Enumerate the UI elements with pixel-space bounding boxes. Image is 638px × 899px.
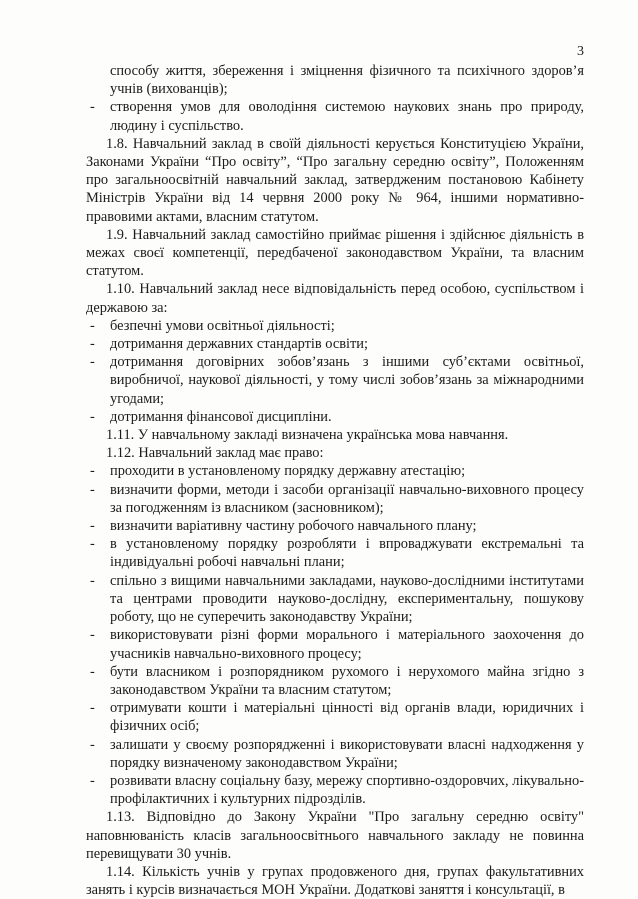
bullet-text: дотримання державних стандартів освіти; xyxy=(110,336,368,353)
bullet-dash: - xyxy=(90,317,95,334)
paragraph: 1.10. Навчальний заклад несе відповідальність перед особою, суспільством і державою за: xyxy=(86,281,584,316)
bullet-item xyxy=(86,572,584,627)
bullet-item xyxy=(86,335,584,353)
bullet-item xyxy=(86,517,584,535)
bullet-text: бути власником і розпорядником рухомого і нерухомого майна згідно з законодавством України та власним статутом; xyxy=(110,663,584,698)
bullet-dash: - xyxy=(90,354,95,371)
bullet-item xyxy=(86,408,584,426)
bullet-dash: - xyxy=(90,663,95,680)
bullet-item xyxy=(86,98,584,134)
bullet-text: дотримання фінансової дисципліни. xyxy=(110,408,332,425)
bullet-item xyxy=(86,462,584,480)
bullet-dash: - xyxy=(90,627,95,644)
bullet-item xyxy=(86,736,584,772)
bullet-text: безпечні умови освітньої діяльності; xyxy=(110,317,335,334)
bullet-item xyxy=(86,353,584,408)
bullet-item xyxy=(86,626,584,662)
bullet-text: отримувати кошти і матеріальні цінності від органів влади, юридичних і фізичних осіб; xyxy=(110,700,584,735)
bullet-text: спільно з вищими навчальними закладами, науково-дослідними інститутами та центрами проводити науково-дослідну, експериментальну, пошукову роботу, що не суперечить законодавству України; xyxy=(110,572,584,626)
bullet-dash: - xyxy=(90,536,95,553)
bullet-dash: - xyxy=(90,736,95,753)
bullet-item xyxy=(86,317,584,335)
bullet-item xyxy=(86,481,584,517)
bullet-item xyxy=(86,663,584,699)
bullet-dash: - xyxy=(90,518,95,535)
paragraph: 1.11. У навчальному закладі визначена українська мова навчання. xyxy=(106,427,509,444)
paragraph: 1.9. Навчальний заклад самостійно приймає рішення і здійснює діяльність в межах своєї компетенції, передбаченої законодавством України, та власним статутом. xyxy=(86,226,584,280)
bullet-text: створення умов для оволодіння системою наукових знань про природу, людину і суспільство. xyxy=(110,99,584,134)
bullet-text: залишати у своєму розпорядженні і використовувати власні надходження у порядку визначеному законодавством України; xyxy=(110,736,584,771)
bullet-dash: - xyxy=(90,572,95,589)
bullet-text: використовувати різні форми морального і матеріального заохочення до учасників навчально-виховного процесу; xyxy=(110,627,584,662)
bullet-text: дотримання договірних зобов’язань з іншими суб’єктами освітньої, виробничої, наукової діяльності, у тому числі зобов’язань за міжнародними угодами; xyxy=(110,354,584,407)
bullet-dash: - xyxy=(90,463,95,480)
paragraph: 1.12. Навчальний заклад має право: xyxy=(106,445,324,462)
bullet-text: в установленому порядку розробляти і впроваджувати екстремальні та індивідуальні робочі навчальні плани; xyxy=(110,536,584,571)
bullet-continuation: способу життя, збереження і зміцнення фізичного та психічного здоров’я учнів (вихованців); xyxy=(110,63,584,98)
document-body xyxy=(86,62,584,899)
bullet-dash: - xyxy=(90,481,95,498)
bullet-text: визначити форми, методи і засоби організації навчально-виховного процесу за погодженням із власником (засновником); xyxy=(110,481,584,516)
bullet-item xyxy=(86,772,584,808)
bullet-text: визначити варіативну частину робочого навчального плану; xyxy=(110,518,477,535)
bullet-item xyxy=(86,699,584,735)
paragraph: 1.13. Відповідно до Закону України "Про загальну середню освіту" наповнюваність класів загальноосвітнього навчального закладу не повинна перевищувати 30 учнів. xyxy=(86,809,584,862)
page-number: 3 xyxy=(577,44,584,59)
paragraph: 1.8. Навчальний заклад в своїй діяльності керується Конституцією України, Законами України “Про освіту”, “Про загальну середню освіту”, Положенням про загальноосвітній навчальний заклад, затвердженим постановою Кабінету Міністрів України від 14 червня 2000 року № 964, іншими нормативно-правовими актами, власним статутом. xyxy=(86,135,584,225)
bullet-dash: - xyxy=(90,700,95,717)
bullet-dash: - xyxy=(90,408,95,425)
bullet-item xyxy=(86,535,584,571)
bullet-text: розвивати власну соціальну базу, мережу спортивно-оздоровчих, лікувально-профілактичних і культурних підрозділів. xyxy=(110,772,584,808)
paragraph: 1.14. Кількість учнів у групах продовженого дня, групах факультативних занять і курсів визначається МОН України. Додаткові заняття і консультації, в xyxy=(86,863,584,899)
bullet-text: проходити в установленому порядку державну атестацію; xyxy=(110,463,466,480)
bullet-dash: - xyxy=(90,99,95,116)
bullet-dash: - xyxy=(90,772,95,789)
bullet-dash: - xyxy=(90,336,95,353)
